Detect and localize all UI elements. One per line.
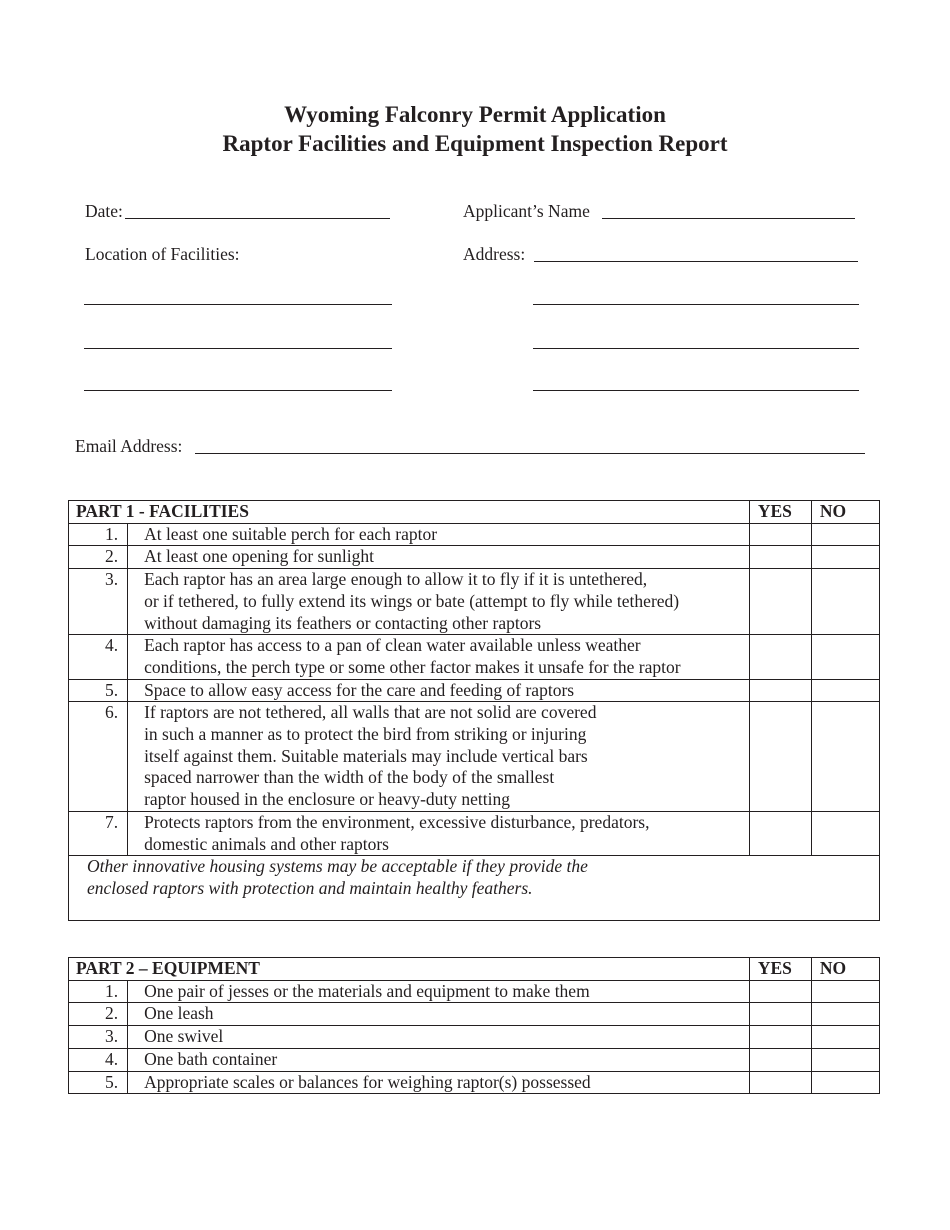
item-text-line: At least one suitable perch for each raptor: [144, 523, 438, 544]
no-checkbox-cell[interactable]: [811, 1071, 879, 1094]
location-label: Location of Facilities:: [85, 244, 240, 264]
address-field-line-2[interactable]: [533, 304, 859, 305]
equipment-header-row: [69, 958, 880, 981]
yes-checkbox-cell[interactable]: [749, 635, 811, 679]
item-text-line: One bath container: [144, 1048, 278, 1069]
item-number: 3.: [69, 1026, 128, 1049]
note-line: Other innovative housing systems may be acceptable if they provide the: [87, 856, 588, 877]
applicant-name-label: Applicant’s Name: [463, 201, 590, 221]
table-row: [69, 1048, 880, 1071]
yes-checkbox-cell[interactable]: [749, 679, 811, 702]
item-text: [128, 811, 750, 855]
table-row: [69, 1003, 880, 1026]
item-text: [128, 679, 750, 702]
item-text-line: One leash: [144, 1003, 214, 1024]
yes-checkbox-cell[interactable]: [749, 1026, 811, 1049]
no-checkbox-cell[interactable]: [811, 1048, 879, 1071]
item-text: [128, 980, 750, 1003]
facilities-no-header: NO: [811, 501, 879, 524]
item-number: 2.: [69, 546, 128, 569]
table-row: [69, 1071, 880, 1094]
facilities-heading: PART 1 - FACILITIES: [69, 501, 750, 524]
address-label: Address:: [463, 244, 526, 264]
yes-checkbox-cell[interactable]: [749, 811, 811, 855]
address-field-line-3[interactable]: [533, 348, 859, 349]
note-line: enclosed raptors with protection and maintain healthy feathers.: [87, 877, 533, 898]
item-number: 1.: [69, 980, 128, 1003]
item-text-line: Each raptor has an area large enough to allow it to fly if it is untethered,: [144, 569, 648, 590]
table-row: [69, 546, 880, 569]
yes-checkbox-cell[interactable]: [749, 1003, 811, 1026]
table-row: [69, 702, 880, 812]
item-text: [128, 546, 750, 569]
no-checkbox-cell[interactable]: [811, 569, 879, 635]
date-label: Date:: [85, 201, 123, 221]
no-checkbox-cell[interactable]: [811, 546, 879, 569]
item-text: [128, 1048, 750, 1071]
item-text-line: One swivel: [144, 1026, 224, 1047]
item-number: 7.: [69, 811, 128, 855]
table-row: [69, 569, 880, 635]
item-number: 6.: [69, 702, 128, 812]
table-row: [69, 811, 880, 855]
item-text-line: Each raptor has access to a pan of clean water available unless weather: [144, 635, 641, 656]
address-field-line-4[interactable]: [533, 390, 859, 391]
yes-checkbox-cell[interactable]: [749, 523, 811, 546]
yes-checkbox-cell[interactable]: [749, 569, 811, 635]
facilities-header-row: [69, 501, 880, 524]
item-number: 5.: [69, 679, 128, 702]
item-text-line: One pair of jesses or the materials and equipment to make them: [144, 980, 590, 1001]
date-field[interactable]: [125, 218, 390, 219]
item-text-line: domestic animals and other raptors: [144, 833, 389, 854]
form-subtitle: Raptor Facilities and Equipment Inspection Report: [222, 131, 728, 156]
facilities-table: [68, 500, 880, 921]
yes-checkbox-cell[interactable]: [749, 546, 811, 569]
item-text: [128, 523, 750, 546]
equipment-table: [68, 957, 880, 1094]
item-text: [128, 1026, 750, 1049]
location-field-line-3[interactable]: [84, 390, 392, 391]
facilities-note: [69, 856, 880, 921]
equipment-heading: PART 2 – EQUIPMENT: [69, 958, 750, 981]
equipment-yes-header: YES: [749, 958, 811, 981]
table-row: [69, 679, 880, 702]
location-field-line-2[interactable]: [84, 348, 392, 349]
item-number: 4.: [69, 1048, 128, 1071]
no-checkbox-cell[interactable]: [811, 1026, 879, 1049]
no-checkbox-cell[interactable]: [811, 523, 879, 546]
no-checkbox-cell[interactable]: [811, 702, 879, 812]
yes-checkbox-cell[interactable]: [749, 1071, 811, 1094]
yes-checkbox-cell[interactable]: [749, 980, 811, 1003]
table-row: [69, 980, 880, 1003]
email-label: Email Address:: [75, 436, 183, 456]
location-field-line-1[interactable]: [84, 304, 392, 305]
item-number: 1.: [69, 523, 128, 546]
item-text-line: without damaging its feathers or contacting other raptors: [144, 612, 542, 633]
item-text-line: or if tethered, to fully extend its wings or bate (attempt to fly while tethered): [144, 590, 680, 611]
applicant-name-field[interactable]: [602, 218, 855, 219]
address-field-line-1[interactable]: [534, 261, 858, 262]
item-text-line: raptor housed in the enclosure or heavy-duty netting: [144, 789, 510, 810]
item-text-line: At least one opening for sunlight: [144, 546, 374, 567]
item-text-line: Protects raptors from the environment, excessive disturbance, predators,: [144, 811, 650, 832]
item-text-line: itself against them. Suitable materials may include vertical bars: [144, 745, 588, 766]
item-text-line: in such a manner as to protect the bird from striking or injuring: [144, 724, 587, 745]
item-number: 2.: [69, 1003, 128, 1026]
item-text-line: If raptors are not tethered, all walls that are not solid are covered: [144, 702, 597, 723]
item-number: 5.: [69, 1071, 128, 1094]
note-row: [69, 856, 880, 921]
no-checkbox-cell[interactable]: [811, 980, 879, 1003]
item-text-line: Appropriate scales or balances for weighing raptor(s) possessed: [144, 1071, 591, 1092]
item-text-line: conditions, the perch type or some other factor makes it unsafe for the raptor: [144, 656, 681, 677]
item-text: [128, 1003, 750, 1026]
no-checkbox-cell[interactable]: [811, 811, 879, 855]
table-row: [69, 523, 880, 546]
equipment-no-header: NO: [811, 958, 879, 981]
item-text-line: spaced narrower than the width of the body of the smallest: [144, 767, 555, 788]
no-checkbox-cell[interactable]: [811, 1003, 879, 1026]
yes-checkbox-cell[interactable]: [749, 702, 811, 812]
item-number: 4.: [69, 635, 128, 679]
item-text-line: Space to allow easy access for the care and feeding of raptors: [144, 679, 575, 700]
table-row: [69, 1026, 880, 1049]
item-text: [128, 569, 750, 635]
item-number: 3.: [69, 569, 128, 635]
item-text: [128, 702, 750, 812]
email-field[interactable]: [195, 453, 865, 454]
table-row: [69, 635, 880, 679]
item-text: [128, 635, 750, 679]
item-text: [128, 1071, 750, 1094]
no-checkbox-cell[interactable]: [811, 679, 879, 702]
no-checkbox-cell[interactable]: [811, 635, 879, 679]
facilities-yes-header: YES: [749, 501, 811, 524]
yes-checkbox-cell[interactable]: [749, 1048, 811, 1071]
form-title: Wyoming Falconry Permit Application: [284, 102, 666, 127]
